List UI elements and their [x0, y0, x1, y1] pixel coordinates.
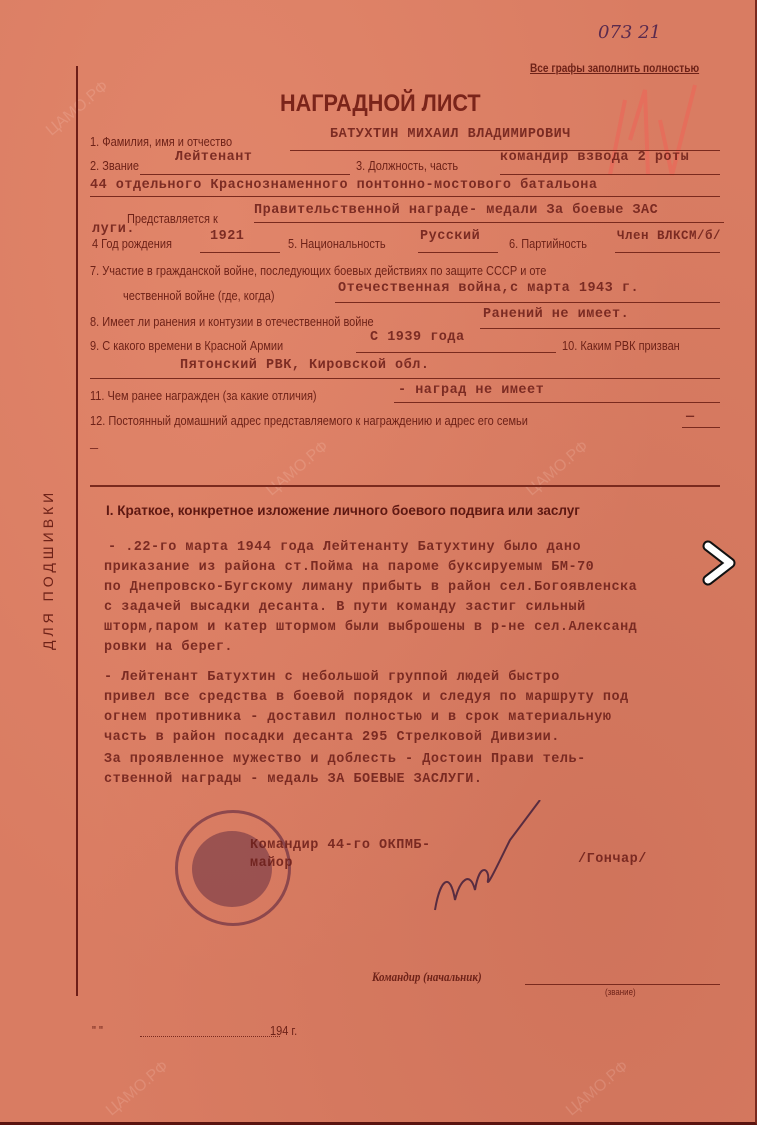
archive-number: 073 21: [598, 22, 661, 43]
feat-line: по Днепровско-Бугскому лиману прибыть в район сел.Богоявленска: [104, 580, 638, 595]
award-value: Правительственной награде- медали За боевые ЗАС: [254, 203, 659, 218]
field-12-value-cont: —: [90, 442, 99, 457]
instruction-text: Все графы заполнить полностью: [530, 63, 700, 75]
field-6-label: 6. Партийность: [509, 237, 587, 251]
rank-caption: (звание): [605, 987, 636, 997]
field-9-label: 9. С какого времени в Красной Армии: [90, 339, 284, 353]
field-2-label: 2. Звание: [90, 159, 140, 173]
field-11-label: 11. Чем ранее награжден (за какие отличия): [90, 389, 317, 403]
feat-line: ственной награды - медаль ЗА БОЕВЫЕ ЗАСЛУГИ.: [104, 772, 483, 787]
field-9-value: С 1939 года: [370, 330, 465, 345]
field-8-label: 8. Имеет ли ранения и контузии в отечественной войне: [90, 315, 374, 329]
commander-name: /Гончар/: [578, 852, 647, 867]
handwritten-signature-icon: [430, 800, 550, 920]
binding-label: ДЛЯ ПОДШИВКИ: [40, 488, 56, 650]
field-3-value: командир взвода 2 роты: [500, 150, 690, 165]
feat-line: - Лейтенант Батухтин с небольшой группой людей быстро: [104, 670, 560, 685]
feat-line: - .22-го марта 1944 года Лейтенанту Батухтину было дано: [108, 540, 582, 555]
field-7-label: 7. Участие в гражданской войне, последующих боевых действиях по защите СССР и оте: [90, 264, 547, 278]
watermark: ЦАМО.РФ: [263, 437, 332, 500]
binding-margin-line: [76, 66, 78, 996]
feat-line: часть в район посадки десанта 295 Стрелковой Дивизии.: [104, 730, 560, 745]
feat-heading: I. Краткое, конкретное изложение личного боевого подвига или заслуг: [106, 503, 580, 518]
watermark: ЦАМО.РФ: [523, 437, 592, 500]
page-title: НАГРАДНОЙ ЛИСТ: [280, 90, 481, 117]
feat-line: За проявленное мужество и доблесть - Достоин Прави тель-: [104, 752, 586, 767]
field-7-value: Отечественная война,с марта 1943 г.: [338, 281, 640, 296]
chevron-right-icon: [700, 540, 740, 586]
red-pencil-mark-icon: [600, 80, 710, 180]
field-7-label-cont: чественной войне (где, когда): [123, 289, 275, 303]
field-4-value: 1921: [210, 229, 245, 244]
watermark: ЦАМО.РФ: [103, 1057, 172, 1120]
field-12-label: 12. Постоянный домашний адрес представляемого к награждению и адрес его семьи: [90, 414, 528, 428]
field-10-value: Пятонский РВК, Кировской обл.: [180, 358, 430, 373]
field-3-value-cont: 44 отдельного Краснознаменного понтонно-мостового батальона: [90, 178, 598, 193]
field-10-label: 10. Каким РВК призван: [562, 339, 680, 353]
field-2-value: Лейтенант: [175, 150, 253, 165]
commander-label: Командир (начальник): [372, 970, 482, 984]
feat-line: привел все средства в боевой порядок и следуя по маршруту под: [104, 690, 629, 705]
award-label: Представляется к: [127, 212, 218, 226]
field-1-value: БАТУХТИН МИХАИЛ ВЛАДИМИРОВИЧ: [330, 127, 571, 142]
field-1-label: 1. Фамилия, имя и отчество: [90, 135, 233, 149]
commander-title: Командир 44-го ОКПМБ-: [250, 838, 431, 853]
date-prefix: " ": [92, 1024, 103, 1038]
field-6-value: Член ВЛКСМ/б/: [617, 229, 722, 243]
award-value-cont: луги.: [92, 222, 136, 237]
feat-line: с задачей высадки десанта. В пути команду застиг сильный: [104, 600, 586, 615]
field-5-label: 5. Национальность: [288, 237, 386, 251]
feat-line: шторм,паром и катер штормом были выброшены в р-не сел.Александ: [104, 620, 638, 635]
watermark: ЦАМО.РФ: [563, 1057, 632, 1120]
commander-rank: майор: [250, 856, 294, 871]
next-page-button[interactable]: [700, 540, 740, 586]
field-11-value: - наград не имеет: [398, 383, 545, 398]
watermark: ЦАМО.РФ: [43, 77, 112, 140]
field-3-label: 3. Должность, часть: [356, 159, 459, 173]
feat-line: огнем противника - доставил полностью и в срок материальную: [104, 710, 612, 725]
field-4-label: 4 Год рождения: [92, 237, 172, 251]
field-8-value: Ранений не имеет.: [483, 307, 630, 322]
field-12-value: —: [686, 410, 695, 425]
feat-line: приказание из района ст.Пойма на пароме буксируемым БМ-70: [104, 560, 595, 575]
date-year: 194 г.: [270, 1024, 298, 1038]
field-5-value: Русский: [420, 229, 481, 244]
feat-line: ровки на берег.: [104, 640, 234, 655]
